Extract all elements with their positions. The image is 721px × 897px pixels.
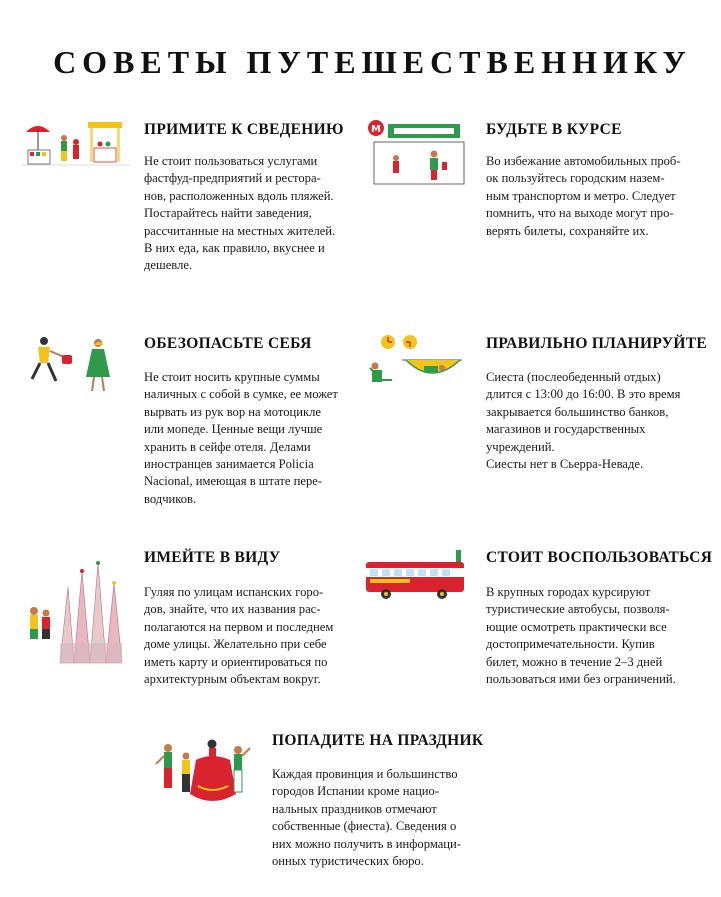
text-line: закрывается большинство банков, [486, 404, 669, 419]
text-line: пользоваться ими без ограничений. [486, 672, 676, 687]
text-line: фастфуд-предприятий и рестора- [144, 171, 321, 186]
text-line: туристические автобусы, позволя- [486, 602, 670, 617]
text-line: иностранцев занимается Policia [144, 457, 314, 472]
flamenco-dancers-icon [152, 736, 256, 812]
text-line: собственные (фиеста). Сведения о [272, 819, 457, 834]
text-line: помнить, что на выходе могут про- [486, 206, 674, 221]
text-line: рассчитанные на местных жителей. [144, 223, 336, 238]
text-line: Сиеста (послеобеденный отдых) [486, 370, 661, 384]
text-line: ок пользуйтесь городским назем- [486, 171, 665, 186]
text-line: иметь карту и ориентироваться по [144, 654, 328, 669]
sagrada-familia-icon [20, 547, 130, 665]
tip-text [486, 153, 681, 240]
bag-thief-icon [22, 333, 122, 395]
tip-heading: ПРИМИТЕ К СВЕДЕНИЮ [144, 121, 344, 138]
svg-text:M: M [371, 124, 381, 135]
text-line: дов, знайте, что их названия рас- [144, 602, 321, 617]
text-line: нальных праздников отмечают [272, 801, 437, 816]
text-line: билет, можно в течение 2–3 дней [486, 654, 663, 669]
siesta-hammock-icon [362, 330, 472, 396]
text-line: длится с 13:00 до 16:00. В это время [486, 387, 681, 402]
text-line: Сиесты нет в Сьерра-Неваде. [486, 457, 644, 472]
text-line: Гуляя по улицам испанских горо- [144, 585, 324, 599]
text-line: Во избежание автомобильных проб- [486, 154, 681, 168]
text-line: магазинов и государственных [486, 422, 646, 437]
text-line: хранить в сейфе отеля. Делами [144, 439, 311, 454]
tip-heading: ПРАВИЛЬНО ПЛАНИРУЙТЕ [486, 335, 708, 352]
tip-text [272, 766, 461, 870]
text-line: верять билеты, сохраняйте их. [486, 223, 649, 238]
tour-bus-icon [362, 548, 474, 602]
text-line: наличных с собой в сумке, ее может [144, 387, 338, 402]
text-line: дешевле. [144, 258, 193, 273]
text-line: ным транспортом и метро. Следует [486, 188, 676, 203]
text-line: нов, расположенных вдоль пляжей. [144, 188, 334, 203]
tip-heading: СТОИТ ВОСПОЛЬЗОВАТЬСЯ [486, 549, 713, 566]
text-line: Не стоит носить крупные суммы [144, 370, 320, 384]
text-line: Каждая провинция и большинство [272, 767, 458, 781]
tip-text [144, 369, 338, 508]
text-line: них можно получить в информаци- [272, 836, 461, 851]
text-line: полагаются на первом и последнем [144, 619, 334, 634]
text-line: архитектурным объектам вокруг. [144, 672, 321, 687]
tip-text [144, 153, 335, 275]
text-line: Постарайтесь найти заведения, [144, 206, 312, 221]
text-line: В крупных городах курсируют [486, 585, 651, 599]
beach-stalls-icon [20, 120, 132, 172]
text-line: доме улицы. Желательно при себе [144, 637, 327, 652]
text-line: Nacional, имеющая в штате пере- [144, 474, 323, 489]
text-line: онных туристических бюро. [272, 854, 424, 869]
tip-heading: ПОПАДИТЕ НА ПРАЗДНИК [272, 732, 484, 749]
text-line: Не стоит пользоваться услугами [144, 154, 318, 168]
tip-heading: ОБЕЗОПАСЬТЕ СЕБЯ [144, 335, 312, 352]
text-line: вырвать из рук вор на мотоцикле [144, 404, 321, 419]
text-line: ющие осмотреть практически все [486, 619, 667, 634]
text-line: учреждений. [486, 439, 555, 454]
text-line: или мопеде. Ценные вещи лучше [144, 422, 323, 437]
text-line: В них еда, как правило, вкуснее и [144, 241, 325, 256]
tip-text [144, 584, 333, 688]
tip-text [486, 369, 680, 473]
text-line: водчиков. [144, 491, 197, 506]
tip-heading: БУДЬТЕ В КУРСЕ [486, 121, 622, 138]
tip-text [486, 584, 676, 688]
tip-heading: ИМЕЙТЕ В ВИДУ [144, 549, 281, 566]
metro-station-icon [362, 118, 470, 188]
text-line: городов Испании кроме нацио- [272, 784, 440, 799]
page-title: СОВЕТЫ ПУТЕШЕСТВЕННИКУ [53, 44, 692, 80]
text-line: достопримечательности. Купив [486, 637, 655, 652]
